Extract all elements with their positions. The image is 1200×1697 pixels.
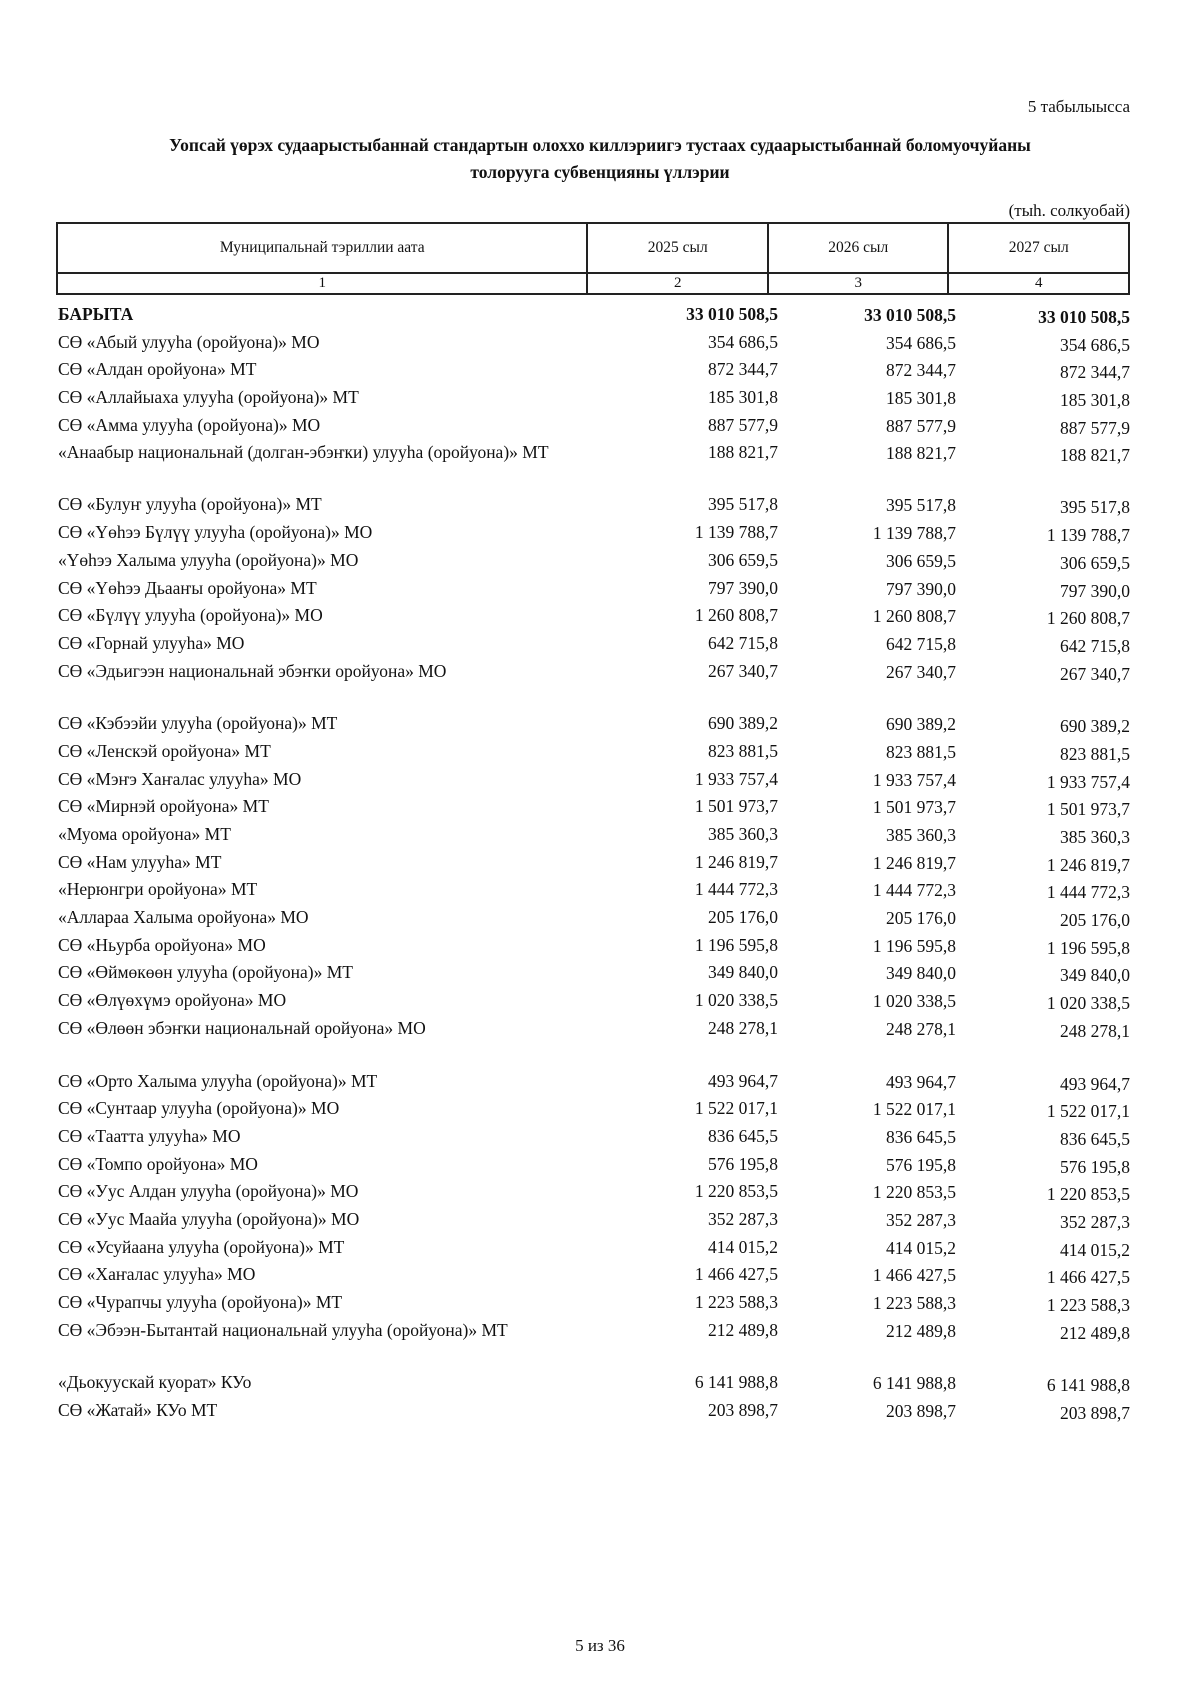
value-2027: 872 344,7 [1060,362,1130,383]
municipality-name: «Нерюнгри оройуона» МТ [58,879,258,900]
table-row [56,1096,1130,1124]
municipality-name: СӨ «Үөһээ Бүлүү улууһа (оройуона)» МО [58,522,373,543]
value-2025: 1 139 788,7 [694,522,778,543]
table-row [56,520,1130,548]
value-2027: 352 287,3 [1060,1211,1130,1232]
value-2027: 414 015,2 [1060,1239,1130,1260]
value-2025: 1 246 819,7 [694,851,778,872]
value-2027: 1 196 595,8 [1046,937,1130,958]
value-2027: 1 139 788,7 [1046,525,1130,546]
table-row [56,603,1130,631]
value-2027: 395 517,8 [1060,497,1130,518]
value-2025: 642 715,8 [708,632,778,653]
value-2026: 1 260 808,7 [872,606,956,627]
value-2026: 1 139 788,7 [872,523,956,544]
table-row [56,1235,1130,1263]
value-2025: 1 933 757,4 [694,768,778,789]
value-2026: 1 466 427,5 [872,1265,956,1286]
value-2026: 887 577,9 [886,415,956,436]
value-2025: 1 196 595,8 [694,934,778,955]
value-2026: 205 176,0 [886,908,956,929]
table-row [56,576,1130,604]
value-2027: 1 933 757,4 [1046,771,1130,792]
value-2025: 1 260 808,7 [694,605,778,626]
value-2025: 1 223 588,3 [694,1292,778,1312]
value-2025: 185 301,8 [708,387,778,408]
value-2027: 887 577,9 [1060,417,1130,438]
municipality-name: СӨ «Сунтаар улууһа (оройуона)» МО [58,1098,340,1119]
title-line-1: Уопсай үөрэх судаарыстыбаннай стандартын олоххо киллэриигэ тустаах судаарыстыбаннай боломуочуйаны [169,135,1031,155]
value-2025: 576 195,8 [708,1153,778,1174]
municipality-name: СӨ «Таатта улууһа» МО [58,1125,241,1146]
value-2027: 642 715,8 [1060,635,1130,656]
value-2026: 1 933 757,4 [872,769,956,790]
municipality-name: СӨ «Ленскэй оройуона» МТ [58,740,271,761]
value-2025: 823 881,5 [708,740,778,761]
table-row [56,1290,1130,1318]
table-row [56,711,1130,739]
value-2026: 493 964,7 [886,1071,956,1092]
value-2027: 349 840,0 [1060,965,1130,986]
value-2025: 352 287,3 [708,1208,778,1229]
table-row [56,1207,1130,1235]
municipality-name: СӨ «Кэбээйи улууһа (оройуона)» МТ [58,713,338,734]
table-row [56,631,1130,659]
value-2027: 493 964,7 [1060,1073,1130,1094]
value-2027: 267 340,7 [1060,663,1130,684]
table-row [56,905,1130,933]
value-2026: 1 444 772,3 [872,880,956,901]
title-line-2: толорууга субвенцияны үллэрии [470,162,730,182]
value-2026: 33 010 508,5 [864,305,956,325]
value-2025: 797 390,0 [708,577,778,598]
value-2025: 1 501 973,7 [694,796,778,817]
value-2025: 395 517,8 [708,494,778,515]
value-2026: 352 287,3 [886,1209,956,1230]
value-2025: 872 344,7 [708,359,778,380]
value-2027: 1 501 973,7 [1046,799,1130,820]
table-body [56,302,1130,1426]
value-2025: 188 821,7 [708,442,778,463]
table-row [56,850,1130,878]
document-title [70,132,1130,186]
value-2027: 836 645,5 [1060,1128,1130,1149]
value-2027: 385 360,3 [1060,827,1130,847]
value-2026: 1 196 595,8 [872,935,956,956]
value-2026: 1 246 819,7 [872,852,956,873]
column-number-3: 3 [768,273,949,294]
municipality-name: БАРЫТА [58,304,134,324]
municipality-name: СӨ «Нам улууһа» МТ [58,851,222,872]
table-row [56,385,1130,413]
municipality-name: СӨ «Жатай» КУо МТ [58,1400,218,1421]
value-2027: 1 466 427,5 [1046,1267,1130,1288]
table-row [56,1398,1130,1426]
table-row [56,960,1130,988]
value-2025: 493 964,7 [708,1070,778,1091]
value-2026: 349 840,0 [886,963,956,984]
table-row [56,1370,1130,1398]
municipality-name: СӨ «Мирнэй оройуона» МТ [58,796,269,817]
value-2025: 205 176,0 [708,907,778,928]
value-2026: 267 340,7 [886,661,956,682]
municipality-name: СӨ «Бүлүү улууһа (оройуона)» МО [58,605,323,626]
table-row [56,413,1130,441]
municipality-name: «Муома оройуона» МТ [58,824,231,844]
value-2027: 1 444 772,3 [1046,882,1130,903]
table-row [56,440,1130,492]
value-2025: 203 898,7 [708,1400,778,1421]
value-2027: 6 141 988,8 [1046,1375,1130,1396]
value-2025: 306 659,5 [708,549,778,570]
value-2027: 1 522 017,1 [1046,1101,1130,1122]
value-2026: 395 517,8 [886,495,956,516]
total-row [56,302,1130,330]
value-2025: 414 015,2 [708,1236,778,1257]
value-2026: 642 715,8 [886,633,956,654]
table-row [56,357,1130,385]
municipality-name: СӨ «Амма улууһа (оройуона)» МО [58,414,321,435]
table-header [56,222,1130,295]
value-2027: 248 278,1 [1060,1020,1130,1041]
value-2027: 1 020 338,5 [1046,993,1130,1014]
value-2026: 385 360,3 [886,825,956,845]
value-2027: 354 686,5 [1060,334,1130,355]
value-2025: 1 220 853,5 [694,1181,778,1202]
municipality-name: СӨ «Абый улууһа (оройуона)» МО [58,331,320,352]
table-row [56,933,1130,961]
page-number: 5 из 36 [575,1636,625,1655]
value-2025: 690 389,2 [708,713,778,734]
table-row [56,492,1130,520]
municipality-name: «Үөһээ Халыма улууһа (оройуона)» МО [58,549,359,570]
value-2025: 385 360,3 [708,824,778,844]
value-2027: 1 220 853,5 [1046,1184,1130,1205]
municipality-name: СӨ «Аллайыаха улууһа (оройуона)» МТ [58,387,359,408]
value-2027: 188 821,7 [1060,445,1130,466]
value-2026: 836 645,5 [886,1126,956,1147]
value-2025: 33 010 508,5 [686,304,778,324]
value-2025: 1 466 427,5 [694,1264,778,1285]
header-municipality: Муниципальнай тэриллии аата [57,223,587,273]
header-2025: 2025 сыл [587,223,768,273]
table-row [56,1179,1130,1207]
table-row [56,794,1130,822]
value-2027: 576 195,8 [1060,1156,1130,1177]
value-2025: 354 686,5 [708,331,778,352]
municipality-name: СӨ «Орто Халыма улууһа (оройуона)» МТ [58,1070,378,1091]
municipality-name: СӨ «Томпо оройуона» МО [58,1153,258,1174]
table-row [56,1016,1130,1044]
value-2026: 203 898,7 [886,1401,956,1422]
table-row [56,822,1130,850]
municipality-name: «Дьокуускай куорат» КУо [58,1372,252,1393]
column-number-4: 4 [948,273,1129,294]
value-2026: 823 881,5 [886,741,956,762]
municipality-name: СӨ «Өймөкөөн улууһа (оройуона)» МТ [58,962,353,983]
value-2026: 872 344,7 [886,360,956,381]
header-2027: 2027 сыл [948,223,1129,273]
municipality-name: СӨ «Эдьигээн национальнай эбэҥки оройуона» МО [58,660,447,681]
table-row [56,739,1130,767]
value-2027: 1 260 808,7 [1046,608,1130,629]
column-number-2: 2 [587,273,768,294]
municipality-name: «Аллараа Халыма оройуона» МО [58,907,309,928]
value-2026: 1 020 338,5 [872,991,956,1012]
municipality-name: СӨ «Уус Маайа улууһа (оройуона)» МО [58,1208,360,1229]
value-2027: 205 176,0 [1060,910,1130,931]
value-2025: 248 278,1 [708,1017,778,1038]
value-2026: 1 220 853,5 [872,1182,956,1203]
municipality-name: СӨ «Мэҥэ Хаҥалас улууһа» МО [58,768,302,789]
value-2025: 1 020 338,5 [694,990,778,1011]
table-row [56,1318,1130,1346]
value-2025: 1 522 017,1 [694,1098,778,1119]
table-row [56,330,1130,358]
value-2027: 212 489,8 [1060,1322,1130,1343]
table-row [56,877,1130,905]
value-2027: 1 223 588,3 [1046,1295,1130,1315]
value-2027: 306 659,5 [1060,552,1130,573]
value-2026: 306 659,5 [886,550,956,571]
value-2025: 836 645,5 [708,1125,778,1146]
municipality-name: СӨ «Уус Алдан улууһа (оройуона)» МО [58,1181,359,1202]
table-row [56,659,1130,687]
value-2026: 1 223 588,3 [872,1293,956,1313]
appendix-label: 5 табылыысса [1027,97,1130,116]
table-row [56,767,1130,795]
table-row [56,1124,1130,1152]
municipality-name: СӨ «Үөһээ Дьааҥы оройуона» МТ [58,577,317,598]
municipality-name: СӨ «Хаҥалас улууһа» МО [58,1264,256,1285]
value-2026: 188 821,7 [886,443,956,464]
municipality-name: СӨ «Өлөөн эбэҥки национальнай оройуона» МО [58,1017,426,1038]
table-row [56,988,1130,1016]
value-2025: 6 141 988,8 [694,1372,778,1393]
column-number-1: 1 [57,273,587,294]
unit-note: (тыһ. солкуобай) [1008,201,1130,220]
value-2025: 349 840,0 [708,962,778,983]
municipality-name: СӨ «Өлүөхүмэ оройуона» МО [58,990,287,1011]
value-2026: 414 015,2 [886,1237,956,1258]
municipality-name: СӨ «Горнай улууһа» МО [58,632,245,653]
table-row [56,548,1130,576]
value-2027: 823 881,5 [1060,743,1130,764]
municipality-name: СӨ «Булуҥ улууһа (оройуона)» МТ [58,494,322,515]
value-2026: 1 501 973,7 [872,797,956,818]
municipality-name: СӨ «Ньурба оройуона» МО [58,934,266,955]
municipality-name: «Анаабыр национальнай (долган-эбэҥки) улууһа (оройуона)» МТ [58,442,549,463]
value-2026: 1 522 017,1 [872,1099,956,1120]
table-row [56,1069,1130,1097]
value-2025: 1 444 772,3 [694,879,778,900]
header-2026: 2026 сыл [768,223,949,273]
value-2026: 690 389,2 [886,714,956,735]
value-2026: 212 489,8 [886,1320,956,1341]
value-2025: 212 489,8 [708,1319,778,1340]
value-2026: 185 301,8 [886,388,956,409]
value-2027: 797 390,0 [1060,580,1130,601]
value-2027: 690 389,2 [1060,716,1130,737]
table-row [56,1152,1130,1180]
municipality-name: СӨ «Алдан оройуона» МТ [58,359,257,380]
value-2025: 267 340,7 [708,660,778,681]
value-2027: 1 246 819,7 [1046,854,1130,875]
value-2027: 185 301,8 [1060,390,1130,411]
value-2025: 887 577,9 [708,414,778,435]
value-2027: 203 898,7 [1060,1403,1130,1424]
value-2026: 6 141 988,8 [872,1373,956,1394]
municipality-name: СӨ «Чурапчы улууһа (оройуона)» МТ [58,1292,343,1312]
value-2026: 576 195,8 [886,1154,956,1175]
table-row [56,1262,1130,1290]
municipality-name: СӨ «Эбээн-Бытантай национальнай улууһа (оройуона)» МТ [58,1319,508,1340]
municipality-name: СӨ «Усуйаана улууһа (оройуона)» МТ [58,1236,345,1257]
value-2026: 797 390,0 [886,578,956,599]
value-2027: 33 010 508,5 [1038,307,1130,327]
value-2026: 248 278,1 [886,1018,956,1039]
value-2026: 354 686,5 [886,332,956,353]
